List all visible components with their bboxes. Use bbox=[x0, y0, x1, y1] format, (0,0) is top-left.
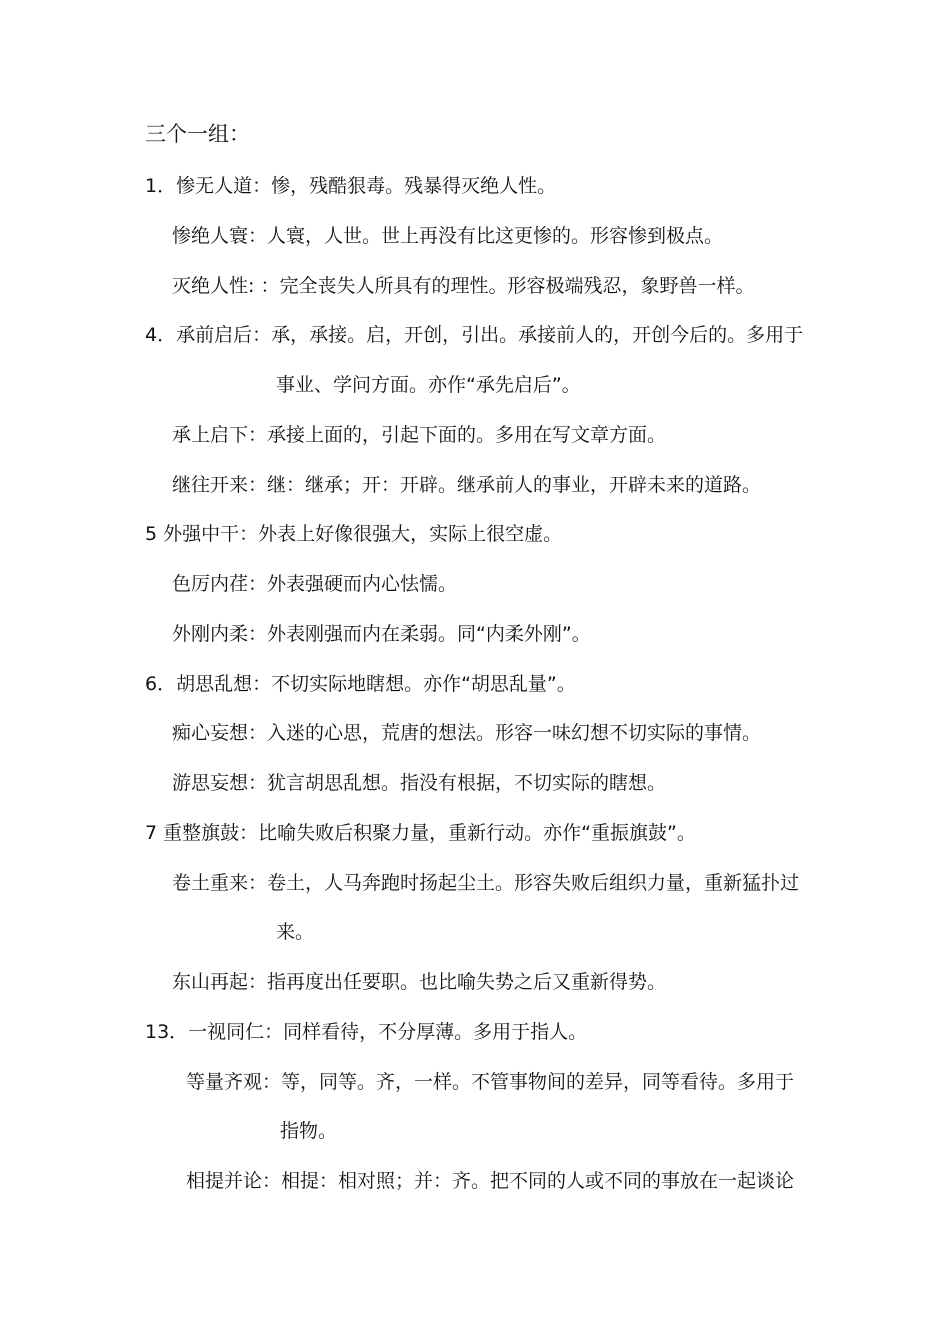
text-line: 继往开来：继：继承；开：开辟。继承前人的事业，开辟未来的道路。 bbox=[172, 474, 762, 496]
text-line: 事业、学问方面。亦作“承先启后”。 bbox=[276, 374, 581, 396]
text-line: 7 重整旗鼓：比喻失败后积聚力量，重新行动。亦作“重振旗鼓”。 bbox=[145, 822, 696, 844]
text-line: 1．惨无人道：惨，残酷狠毒。残暴得灭绝人性。 bbox=[145, 175, 557, 197]
text-line: 游思妄想：犹言胡思乱想。指没有根据，不切实际的瞎想。 bbox=[172, 772, 667, 794]
text-line: 外刚内柔：外表刚强而内在柔弱。同“内柔外刚”。 bbox=[172, 623, 591, 645]
text-line: 13．一视同仁：同样看待，不分厚薄。多用于指人。 bbox=[145, 1021, 588, 1043]
text-line: 卷土重来：卷土，人马奔跑时扬起尘土。形容失败后组织力量，重新猛扑过 bbox=[172, 872, 800, 894]
text-line: 5 外强中干：外表上好像很强大，实际上很空虚。 bbox=[145, 523, 563, 545]
text-line: 东山再起：指再度出任要职。也比喻失势之后又重新得势。 bbox=[172, 971, 667, 993]
page-heading: 三个一组： bbox=[145, 122, 250, 146]
text-line: 承上启下：承接上面的，引起下面的。多用在写文章方面。 bbox=[172, 424, 667, 446]
text-line: 来。 bbox=[276, 921, 315, 943]
text-line: 相提并论：相提：相对照；并：齐。把不同的人或不同的事放在一起谈论 bbox=[186, 1170, 795, 1192]
text-line: 痴心妄想：入迷的心思，荒唐的想法。形容一味幻想不切实际的事情。 bbox=[172, 722, 762, 744]
text-line: 灭绝人性: ：完全丧失人所具有的理性。形容极端残忍，象野兽一样。 bbox=[172, 275, 755, 297]
text-line: 等量齐观：等，同等。齐，一样。不管事物间的差异，同等看待。多用于 bbox=[186, 1071, 795, 1093]
text-line: 4．承前启后：承，承接。启，开创，引出。承接前人的，开创今后的。多用于 bbox=[145, 324, 804, 346]
text-line: 惨绝人寰：人寰，人世。世上再没有比这更惨的。形容惨到极点。 bbox=[172, 225, 724, 247]
text-line: 指物。 bbox=[280, 1120, 338, 1142]
text-line: 6．胡思乱想：不切实际地瞎想。亦作“胡思乱量”。 bbox=[145, 673, 576, 695]
text-line: 色厉内荏：外表强硬而内心怯懦。 bbox=[172, 573, 458, 595]
